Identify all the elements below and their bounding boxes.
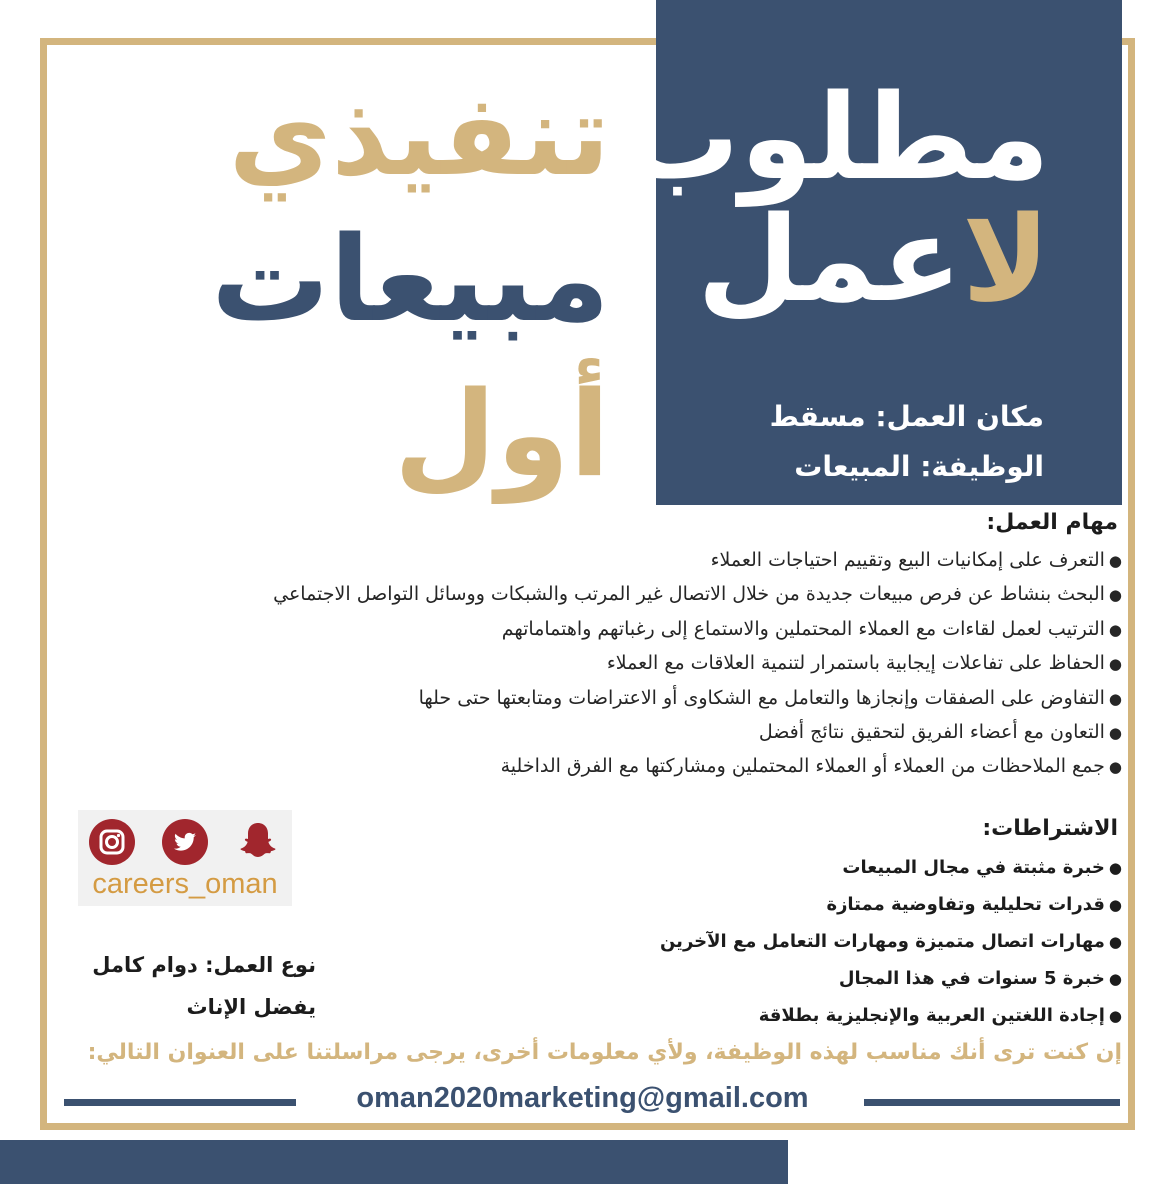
duty-item: ●البحث بنشاط عن فرص مبيعات جديدة من خلال الاتصال غير المرتب والشبكات ووسائل التواصل الاجتماعي [273, 583, 1122, 606]
duties-list [82, 543, 1122, 784]
social-block [78, 810, 292, 906]
requirements-list [562, 849, 1122, 1034]
duty-item: ●التعرف على إمكانيات البيع وتقييم احتياجات العملاء [710, 549, 1122, 571]
title-sales: مبيعات [211, 210, 610, 348]
headline-line-2 [610, 190, 1050, 328]
requirements-title: الاشتراطات: [982, 816, 1118, 841]
duty-item: ●الحفاظ على تفاعلات إيجابية باستمرار لتنمية العلاقات مع العملاء [606, 652, 1122, 675]
duty-item: ●جمع الملاحظات من العملاء أو العملاء المحتملين ومشاركتها مع الفرق الداخلية [500, 755, 1122, 778]
divider-right [864, 1099, 1120, 1106]
duty-item: ●التعاون مع أعضاء الفريق لتحقيق نتائج أفضل [758, 720, 1122, 743]
contact-email[interactable]: oman2020marketing@gmail.com [356, 1082, 809, 1114]
duty-item: ●التفاوض على الصفقات وإنجازها والتعامل مع الشكاوى أو الاعتراضات ومتابعتها حتى حلها [418, 686, 1122, 709]
headline-line-2-white: عمل [697, 190, 963, 328]
gender-preference: يفضل الإناث [186, 995, 316, 1019]
instagram-icon[interactable] [88, 818, 136, 866]
duty-item: ●الترتيب لعمل لقاءات مع العملاء المحتملين والاستماع إلى رغباتهم واهتماماتهم [501, 617, 1122, 640]
work-type: نوع العمل: دوام كامل [92, 953, 316, 977]
title-executive: تنفيذي [228, 71, 610, 201]
job-title: الوظيفة: المبيعات [794, 450, 1044, 483]
headline-panel [621, 0, 1122, 505]
headline-line-1: مطلوب [621, 68, 1050, 206]
social-handle[interactable]: careers_oman [92, 868, 278, 900]
work-location: مكان العمل: مسقط [769, 400, 1044, 433]
requirement-item: ●مهارات اتصال متميزة ومهارات التعامل مع الآخرين [659, 931, 1122, 952]
requirement-item: ●خبرة مثبتة في مجال المبيعات [842, 857, 1122, 878]
snapchat-icon[interactable] [234, 818, 282, 866]
divider-left [64, 1099, 296, 1106]
bottom-bar [0, 1140, 788, 1184]
requirement-item: ●قدرات تحليلية وتفاوضية ممتازة [826, 894, 1122, 915]
contact-call-to-action: إن كنت ترى أنك مناسب لهذه الوظيفة، ولأي معلومات أخرى، يرجى مراسلتنا على العنوان التالي: [87, 1040, 1122, 1065]
title-senior: أول [393, 365, 610, 503]
requirement-item: ●إجادة اللغتين العربية والإنجليزية بطلاقة [758, 1005, 1122, 1026]
requirement-item: ●خبرة 5 سنوات في هذا المجال [838, 968, 1122, 989]
twitter-icon[interactable] [161, 818, 209, 866]
duties-title: مهام العمل: [986, 510, 1118, 535]
headline-line-2-gold: لا [962, 190, 1050, 328]
